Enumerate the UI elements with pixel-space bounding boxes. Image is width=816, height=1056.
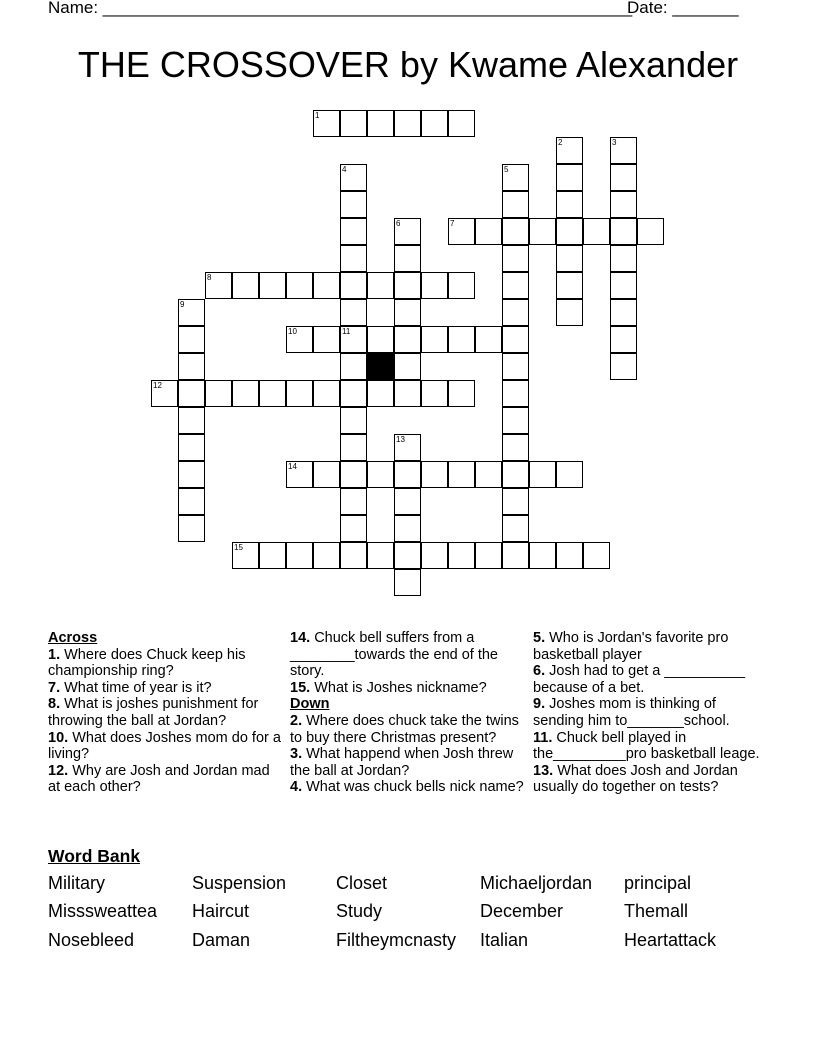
word-bank-item: Filtheymcnasty — [336, 930, 457, 950]
crossword-cell[interactable] — [394, 488, 421, 515]
crossword-cell[interactable] — [394, 245, 421, 272]
crossword-block-cell — [367, 353, 394, 380]
page-title: THE CROSSOVER by Kwame Alexander — [77, 44, 739, 85]
clues-column-1 — [48, 630, 283, 796]
crossword-cell[interactable] — [232, 272, 259, 299]
crossword-cell[interactable] — [556, 245, 583, 272]
crossword-cell[interactable] — [340, 326, 367, 353]
clue-number: 1 — [315, 111, 320, 120]
crossword-cell[interactable] — [178, 299, 205, 326]
crossword-cell[interactable] — [556, 272, 583, 299]
crossword-cell[interactable] — [502, 488, 529, 515]
clue-number: 11 — [342, 327, 351, 336]
clue-number: 15 — [234, 543, 243, 552]
word-bank-item: Nosebleed — [48, 930, 135, 950]
crossword-cell[interactable] — [340, 218, 367, 245]
down-clue: 3. What happend when Josh threw the ball at Jordan? — [290, 746, 514, 779]
crossword-cell[interactable] — [367, 542, 394, 569]
crossword-cell[interactable] — [394, 434, 421, 461]
crossword-cell[interactable] — [286, 326, 313, 353]
across-clue: 1. Where does Chuck keep his championship ring? — [48, 646, 246, 680]
crossword-cell[interactable] — [394, 218, 421, 245]
crossword-cell[interactable] — [394, 461, 421, 488]
clue-number: 6 — [396, 219, 401, 228]
crossword-cell[interactable] — [529, 461, 556, 488]
clue-number: 8 — [207, 273, 212, 282]
clue-number: 9 — [180, 300, 185, 309]
crossword-cell[interactable] — [313, 326, 340, 353]
clue-number: 13 — [396, 435, 405, 444]
across-clue: 10. What does Joshes mom do for a living? — [48, 729, 281, 763]
crossword-cell[interactable] — [340, 191, 367, 218]
crossword-cell[interactable] — [448, 380, 475, 407]
crossword-cell[interactable] — [232, 542, 259, 569]
crossword-cell[interactable] — [340, 515, 367, 542]
crossword-cell[interactable] — [313, 542, 340, 569]
crossword-cell[interactable] — [448, 542, 475, 569]
crossword-cell[interactable] — [286, 380, 313, 407]
crossword-cell[interactable] — [340, 380, 367, 407]
crossword-cell[interactable] — [502, 245, 529, 272]
across-clue: 14. Chuck bell suffers from a ________towards the end of the story. — [290, 630, 498, 680]
crossword-cell[interactable] — [556, 164, 583, 191]
crossword-cell[interactable] — [637, 218, 664, 245]
crossword-cell[interactable] — [421, 542, 448, 569]
crossword-cell[interactable] — [502, 461, 529, 488]
clues-column-2 — [290, 630, 530, 796]
crossword-cell[interactable] — [610, 272, 637, 299]
crossword-cell[interactable] — [151, 380, 178, 407]
crossword-cell[interactable] — [178, 380, 205, 407]
crossword-cell[interactable] — [502, 434, 529, 461]
crossword-cell[interactable] — [502, 164, 529, 191]
across-clue: 7. What time of year is it? — [48, 679, 212, 696]
crossword-cell[interactable] — [340, 164, 367, 191]
crossword-cell[interactable] — [313, 380, 340, 407]
crossword-cell[interactable] — [394, 380, 421, 407]
crossword-cell[interactable] — [610, 326, 637, 353]
crossword-cell[interactable] — [421, 461, 448, 488]
crossword-cell[interactable] — [610, 191, 637, 218]
clue-number: 12 — [153, 381, 162, 390]
crossword-cell[interactable] — [502, 380, 529, 407]
crossword-cell[interactable] — [502, 191, 529, 218]
clue-number: 14 — [288, 462, 297, 471]
crossword-cell[interactable] — [394, 515, 421, 542]
down-clue: 9. Joshes mom is thinking of sending him to_______school. — [533, 696, 730, 729]
crossword-cell[interactable] — [259, 380, 286, 407]
word-bank-item: Daman — [192, 930, 251, 950]
word-bank-item: Military — [48, 873, 105, 893]
across-clue: 8. What is joshes punishment for throwing the ball at Jordan? — [48, 696, 259, 729]
crossword-cell[interactable] — [502, 407, 529, 434]
crossword-cell[interactable] — [502, 515, 529, 542]
crossword-cell[interactable] — [313, 272, 340, 299]
clue-number: 5 — [504, 165, 509, 174]
clue-number: 7 — [450, 219, 455, 228]
crossword-cell[interactable] — [448, 461, 475, 488]
crossword-cell[interactable] — [610, 353, 637, 380]
crossword-cell[interactable] — [205, 272, 232, 299]
crossword-cell[interactable] — [178, 353, 205, 380]
crossword-cell[interactable] — [529, 542, 556, 569]
crossword-cell[interactable] — [502, 326, 529, 353]
word-bank-item: Suspension — [192, 873, 287, 893]
name-field-line: Name: ________________________________________________________ — [48, 0, 633, 17]
clue-number: 10 — [288, 327, 297, 336]
clue-number: 2 — [558, 138, 563, 147]
crossword-cell[interactable] — [286, 272, 313, 299]
crossword-cell[interactable] — [610, 164, 637, 191]
crossword-cell[interactable] — [340, 353, 367, 380]
crossword-cell[interactable] — [556, 137, 583, 164]
crossword-cell[interactable] — [583, 218, 610, 245]
crossword-cell[interactable] — [421, 326, 448, 353]
crossword-cell[interactable] — [205, 380, 232, 407]
word-bank-item: Misssweattea — [48, 901, 158, 921]
crossword-cell[interactable] — [502, 272, 529, 299]
clue-number: 4 — [342, 165, 347, 174]
across-heading: Across — [48, 630, 98, 646]
crossword-cell[interactable] — [313, 461, 340, 488]
crossword-cell[interactable] — [340, 110, 367, 137]
crossword-cell[interactable] — [232, 380, 259, 407]
crossword-cell[interactable] — [610, 245, 637, 272]
crossword-cell[interactable] — [394, 326, 421, 353]
crossword-cell[interactable] — [475, 461, 502, 488]
crossword-cell[interactable] — [286, 542, 313, 569]
crossword-cell[interactable] — [259, 542, 286, 569]
date-field-line: Date: _______ — [627, 0, 739, 17]
crossword-cell[interactable] — [394, 542, 421, 569]
down-clue: 6. Josh had to get a __________ because of a bet. — [533, 663, 746, 696]
crossword-cell[interactable] — [448, 326, 475, 353]
word-bank-item: Themall — [624, 901, 689, 921]
crossword-cell[interactable] — [583, 542, 610, 569]
crossword-cell[interactable] — [421, 380, 448, 407]
crossword-cell[interactable] — [394, 353, 421, 380]
crossword-cell[interactable] — [313, 110, 340, 137]
crossword-cell[interactable] — [340, 461, 367, 488]
crossword-cell[interactable] — [340, 245, 367, 272]
crossword-cell[interactable] — [556, 461, 583, 488]
down-clue: 2. Where does chuck take the twins to buy there Christmas present? — [290, 712, 519, 746]
clue-number: 3 — [612, 138, 617, 147]
crossword-cell[interactable] — [394, 110, 421, 137]
crossword-cell[interactable] — [367, 110, 394, 137]
crossword-cell[interactable] — [556, 542, 583, 569]
down-clue: 11. Chuck bell played in the_________pro basketball leage. — [533, 729, 760, 763]
crossword-cell[interactable] — [178, 515, 205, 542]
word-bank-item: Haircut — [192, 901, 250, 921]
crossword-cell[interactable] — [448, 110, 475, 137]
word-bank-item: December — [480, 901, 564, 921]
crossword-cell[interactable] — [448, 272, 475, 299]
clues-column-3 — [533, 630, 768, 796]
down-clue: 5. Who is Jordan's favorite pro basketball player — [533, 630, 729, 663]
word-bank-item: principal — [624, 873, 692, 893]
crossword-cell[interactable] — [367, 380, 394, 407]
crossword-cell[interactable] — [367, 326, 394, 353]
crossword-cell[interactable] — [475, 326, 502, 353]
crossword-cell[interactable] — [529, 218, 556, 245]
crossword-cell[interactable] — [178, 488, 205, 515]
crossword-cell[interactable] — [502, 353, 529, 380]
word-bank-item: Heartattack — [624, 930, 717, 950]
crossword-cell[interactable] — [610, 137, 637, 164]
down-clue: 4. What was chuck bells nick name? — [290, 779, 524, 796]
word-bank-title: Word Bank — [48, 846, 141, 866]
crossword-cell[interactable] — [421, 110, 448, 137]
crossword-cell[interactable] — [340, 407, 367, 434]
crossword-cell[interactable] — [286, 461, 313, 488]
crossword-cell[interactable] — [178, 461, 205, 488]
crossword-cell[interactable] — [340, 434, 367, 461]
word-bank-item: Italian — [480, 930, 529, 950]
crossword-cell[interactable] — [502, 299, 529, 326]
crossword-cell[interactable] — [367, 461, 394, 488]
crossword-cell[interactable] — [340, 299, 367, 326]
crossword-cell[interactable] — [556, 299, 583, 326]
across-clue: 15. What is Joshes nickname? — [290, 679, 487, 696]
word-bank-item: Michaeljordan — [480, 873, 593, 893]
down-clue: 13. What does Josh and Jordan usually do together on tests? — [533, 762, 738, 796]
crossword-cell[interactable] — [340, 488, 367, 515]
crossword-cell[interactable] — [448, 218, 475, 245]
crossword-cell[interactable] — [178, 326, 205, 353]
word-bank-item: Closet — [336, 873, 388, 893]
across-clue: 12. Why are Josh and Jordan mad at each other? — [48, 762, 270, 796]
crossword-cell[interactable] — [556, 191, 583, 218]
crossword-cell[interactable] — [610, 218, 637, 245]
crossword-cell[interactable] — [340, 542, 367, 569]
crossword-cell[interactable] — [610, 299, 637, 326]
crossword-cell[interactable] — [475, 542, 502, 569]
crossword-cell[interactable] — [367, 272, 394, 299]
crossword-cell[interactable] — [556, 218, 583, 245]
crossword-cell[interactable] — [178, 407, 205, 434]
crossword-cell[interactable] — [502, 218, 529, 245]
crossword-cell[interactable] — [259, 272, 286, 299]
down-heading: Down — [290, 696, 330, 713]
crossword-cell[interactable] — [421, 272, 448, 299]
crossword-cell[interactable] — [340, 272, 367, 299]
crossword-cell[interactable] — [394, 569, 421, 596]
crossword-cell[interactable] — [394, 272, 421, 299]
word-bank-item: Study — [336, 901, 383, 921]
crossword-cell[interactable] — [475, 218, 502, 245]
crossword-cell[interactable] — [178, 434, 205, 461]
crossword-cell[interactable] — [394, 299, 421, 326]
crossword-cell[interactable] — [502, 542, 529, 569]
